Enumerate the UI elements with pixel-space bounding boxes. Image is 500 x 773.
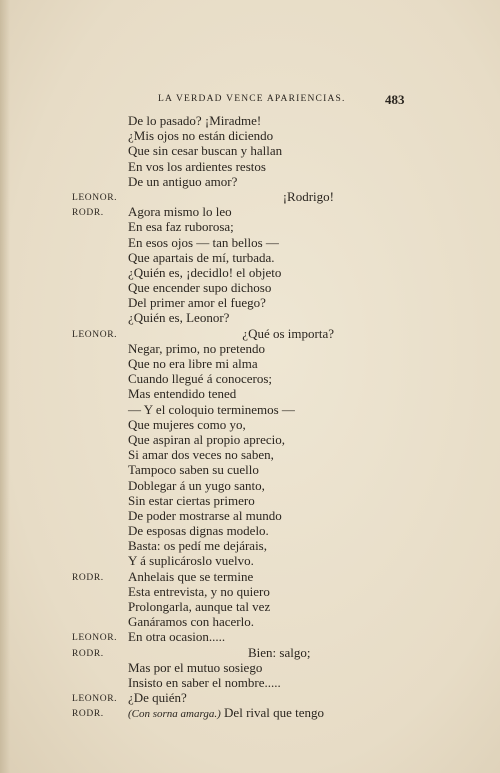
verse-line: [0, 614, 500, 629]
verse-text: [128, 508, 282, 523]
verse-text: [128, 219, 234, 234]
speaker-name: LEONOR.: [72, 694, 118, 705]
verse-words: De lo pasado? ¡Miradme!: [128, 113, 262, 128]
verse-words: Que encender supo dichoso: [128, 280, 272, 296]
verse-text: [128, 523, 269, 538]
verse-line: [0, 660, 500, 675]
verse-words: Bien: salgo;: [248, 644, 311, 660]
verse-words: En vos los ardientes restos: [128, 158, 266, 174]
verse-text: [128, 705, 324, 722]
verse-words: Mas entendido tened: [128, 386, 237, 402]
verse-text: [128, 553, 254, 568]
verse-line: [0, 280, 500, 295]
verse-text: [128, 159, 266, 174]
verse-words: Esta entrevista, y no quiero: [128, 583, 270, 599]
verse-words: Que mujeres como yo,: [128, 416, 246, 432]
verse-words: Insisto en saber el nombre.....: [128, 674, 281, 690]
verse-words: Del rival que tengo: [224, 705, 325, 721]
verse-words: Que no era libre mi alma: [128, 356, 258, 371]
verse-words: Negar, primo, no pretendo: [128, 340, 266, 356]
verse-text: [128, 356, 258, 371]
verse-text: [128, 599, 270, 614]
verse-text: [128, 584, 270, 599]
verse-line: [0, 432, 500, 447]
verse-line: [0, 341, 500, 356]
verse-text: [128, 265, 281, 280]
verse-line: [0, 265, 500, 280]
verse-words: Y á suplicároslo vuelvo.: [128, 553, 254, 569]
verse-words: Tampoco saben su cuello: [128, 462, 259, 478]
verse-line: [0, 204, 500, 219]
verse-text: [128, 128, 273, 143]
verse-line: [0, 462, 500, 477]
verse-words: ¿Quién es, ¡decidlo! el objeto: [128, 264, 282, 280]
verse-words: Que apartais de mí, turbada.: [128, 249, 275, 265]
verse-words: De esposas dignas modelo.: [128, 523, 269, 539]
verse-line: [0, 235, 500, 250]
verse-text: [283, 189, 334, 204]
verse-text: [128, 629, 225, 644]
verse-text: [128, 432, 285, 447]
verse-text: [242, 326, 334, 341]
verse-line: [0, 295, 500, 310]
speaker-name: RODR.: [72, 648, 104, 659]
verse-words: De poder mostrarse al mundo: [128, 507, 282, 523]
verse-text: [128, 493, 255, 508]
verse-words: De un antiguo amor?: [128, 173, 238, 189]
verse-text: [128, 174, 237, 189]
verse-line: [0, 402, 500, 417]
verse-line: [0, 508, 500, 523]
verse-text: [128, 402, 295, 417]
speaker-name: LEONOR.: [72, 329, 118, 340]
verse-line: [0, 356, 500, 371]
verse-line: [0, 645, 500, 660]
verse-line: [0, 219, 500, 234]
verse-line: [0, 569, 500, 584]
verse-words: Que sin cesar buscan y hallan: [128, 143, 283, 159]
verse-words: Que aspiran al propio aprecio,: [128, 431, 286, 447]
stage-direction: (Con sorna amarga.): [128, 708, 221, 721]
verse-text: [128, 538, 267, 553]
verse-block: [0, 113, 500, 721]
verse-line: [0, 493, 500, 508]
verse-line: [0, 629, 500, 644]
verse-words: Mas por el mutuo sosiego: [128, 659, 263, 675]
verse-text: [128, 462, 259, 477]
verse-words: Si amar dos veces no saben,: [128, 447, 274, 463]
verse-line: [0, 705, 500, 720]
speaker-name: RODR.: [72, 208, 104, 219]
verse-words: En otra ocasion.....: [128, 629, 226, 645]
verse-text: [128, 569, 253, 584]
verse-words: ¿Quién es, Leonor?: [128, 310, 230, 326]
verse-line: [0, 174, 500, 189]
verse-words: Doblegar á un yugo santo,: [128, 477, 265, 493]
verse-line: [0, 599, 500, 614]
verse-line: [0, 523, 500, 538]
verse-words: En esos ojos — tan bellos —: [128, 234, 279, 250]
verse-words: Del primer amor el fuego?: [128, 295, 266, 311]
verse-line: [0, 386, 500, 401]
verse-text: [128, 386, 236, 401]
speaker-name: RODR.: [72, 709, 104, 720]
verse-text: [128, 417, 246, 432]
verse-line: [0, 447, 500, 462]
running-title: LA VERDAD VENCE APARIENCIAS.: [158, 94, 346, 104]
verse-words: Basta: os pedí me dejárais,: [128, 538, 267, 554]
verse-line: [0, 189, 500, 204]
verse-text: [128, 113, 261, 128]
verse-words: ¡Rodrigo!: [282, 188, 334, 204]
verse-words: ¿Mis ojos no están diciendo: [128, 128, 274, 144]
verse-text: [128, 690, 187, 705]
page-number: 483: [385, 92, 405, 107]
verse-text: [128, 310, 229, 325]
verse-text: [128, 614, 254, 629]
speaker-name: RODR.: [72, 572, 104, 583]
verse-words: Anhelais que se termine: [128, 568, 254, 584]
verse-line: [0, 553, 500, 568]
verse-line: [0, 371, 500, 386]
verse-line: [0, 478, 500, 493]
verse-line: [0, 250, 500, 265]
verse-line: [0, 326, 500, 341]
verse-words: Ganáramos con hacerlo.: [128, 614, 254, 630]
verse-words: Prolongarla, aunque tal vez: [128, 599, 271, 614]
verse-line: [0, 143, 500, 158]
verse-text: [128, 143, 282, 158]
verse-line: [0, 690, 500, 705]
verse-text: [128, 341, 265, 356]
verse-line: [0, 113, 500, 128]
page-header: [0, 92, 500, 108]
verse-words: En esa faz ruborosa;: [128, 219, 234, 235]
verse-text: [128, 280, 271, 295]
verse-words: Agora mismo lo leo: [128, 204, 232, 220]
verse-text: [128, 371, 272, 386]
verse-text: [128, 295, 266, 310]
verse-text: [128, 675, 281, 690]
verse-line: [0, 310, 500, 325]
verse-line: [0, 675, 500, 690]
verse-text: [128, 478, 265, 493]
verse-words: Sin estar ciertas primero: [128, 492, 255, 508]
verse-line: [0, 128, 500, 143]
verse-text: [128, 235, 279, 250]
verse-words: ¿De quién?: [128, 690, 187, 706]
verse-words: — Y el coloquio terminemos —: [128, 401, 295, 417]
verse-line: [0, 159, 500, 174]
verse-line: [0, 584, 500, 599]
verse-line: [0, 417, 500, 432]
verse-line: [0, 538, 500, 553]
verse-text: [128, 204, 232, 219]
verse-text: [128, 250, 275, 265]
speaker-name: LEONOR.: [72, 192, 118, 203]
verse-words: ¿Qué os importa?: [242, 325, 334, 341]
verse-text: [128, 447, 274, 462]
verse-words: Cuando llegué á conoceros;: [128, 371, 273, 387]
speaker-name: LEONOR.: [72, 633, 118, 644]
verse-text: [128, 660, 262, 675]
verse-text: [248, 645, 310, 660]
